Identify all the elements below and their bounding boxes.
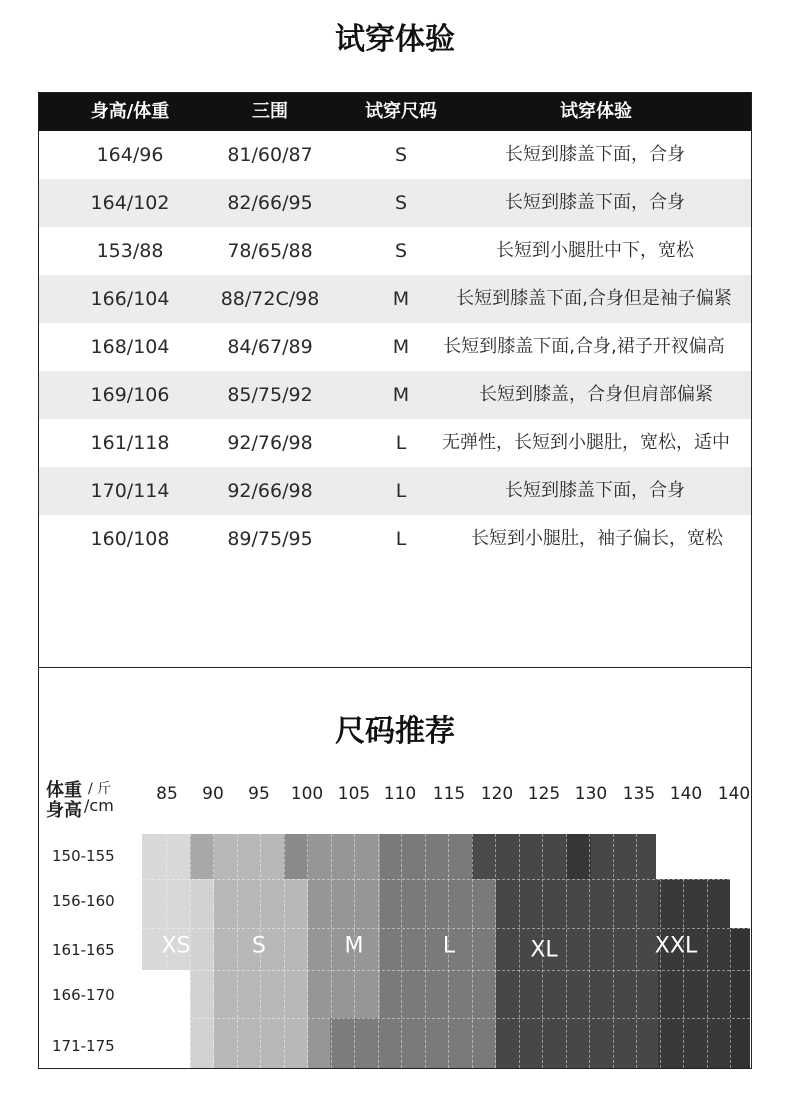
size-chart-title: 尺码推荐 [335,714,455,749]
grid-line-horizontal [142,1018,750,1019]
cell-measurements: 88/72C/98 [220,288,320,310]
height-range-label: 171-175 [52,1037,115,1055]
grid-line-vertical [378,834,379,1068]
weight-tick-label: 125 [527,784,561,804]
grid-line-vertical [566,834,567,1068]
grid-line-vertical [495,834,496,1068]
grid-line-vertical [636,834,637,1068]
grid-line-vertical [589,834,590,1068]
grid-line-vertical [707,834,708,1068]
weight-tick-label: 90 [202,784,224,804]
size-label-xl: XL [530,937,558,963]
grid-line-vertical [730,834,731,1068]
header-trial-experience: 试穿体验 [560,101,632,122]
cell-size: S [394,144,408,166]
height-axis-label: 身高 [46,800,82,821]
cell-height-weight: 169/106 [90,384,170,406]
cell-experience: 长短到小腿肚中下，宽松 [496,240,694,261]
size-label-m: M [344,933,364,959]
grid-line-horizontal [142,928,750,929]
cell-measurements: 78/65/88 [227,240,313,262]
cell-height-weight: 164/96 [96,144,164,166]
size-block-xl [472,834,496,879]
cell-size: S [394,192,408,214]
table-row [39,323,751,371]
cell-experience: 长短到膝盖，合身但肩部偏紧 [479,384,713,405]
cell-measurements: 85/75/92 [227,384,313,406]
header-height-weight: 身高/体重 [90,101,170,122]
cell-size: M [392,288,410,310]
table-row [39,227,751,275]
cell-measurements: 89/75/95 [227,528,313,550]
cell-height-weight: 170/114 [90,480,170,502]
grid-line-horizontal [142,970,750,971]
trial-table-header [39,93,751,131]
trial-title: 试穿体验 [335,22,455,57]
grid-line-vertical [284,834,285,1068]
grid-line-vertical [425,834,426,1068]
size-label-l: L [442,933,456,959]
grid-line-vertical [472,834,473,1068]
weight-unit-label: / 斤 [88,781,112,797]
size-block-s [190,834,214,879]
weight-tick-label: 140 [717,784,751,804]
size-block-xxl [658,879,730,1068]
grid-line-vertical [237,834,238,1068]
cell-experience: 无弹性，长短到小腿肚，宽松，适中 [442,432,730,453]
weight-tick-label: 140 [669,784,703,804]
cell-experience: 长短到膝盖下面,合身但是袖子偏紧 [456,288,732,309]
weight-tick-label: 85 [156,784,178,804]
size-block-xs [190,879,214,1068]
weight-axis-label: 体重 [46,780,82,801]
table-row [39,179,751,227]
size-block-m [308,1018,330,1068]
size-label-s: S [252,933,266,959]
weight-tick-label: 105 [337,784,371,804]
cell-measurements: 81/60/87 [227,144,313,166]
size-block-l [380,834,472,1068]
header-measurements: 三围 [252,101,288,122]
cell-height-weight: 161/118 [90,432,170,454]
cell-experience: 长短到小腿肚，袖子偏长，宽松 [471,528,723,549]
size-label-xs: XS [161,933,191,959]
cell-height-weight: 166/104 [90,288,170,310]
cell-measurements: 82/66/95 [227,192,313,214]
cell-size: L [395,432,407,454]
size-block-m [284,834,308,879]
grid-line-vertical [307,834,308,1068]
size-block-xl [567,834,591,879]
grid-line-vertical [401,834,402,1068]
height-range-label: 150-155 [52,847,115,865]
size-label-xxl: XXL [654,933,698,959]
cell-height-weight: 164/102 [90,192,170,214]
cell-size: L [395,528,407,550]
size-block-l [330,1018,380,1068]
cell-measurements: 84/67/89 [227,336,313,358]
grid-line-horizontal [142,879,750,880]
cell-size: S [394,240,408,262]
cell-measurements: 92/76/98 [227,432,313,454]
cell-height-weight: 160/108 [90,528,170,550]
size-block-m [308,834,380,1018]
size-block-l [472,879,496,1068]
table-row [39,467,751,515]
cell-experience: 长短到膝盖下面,合身,裙子开衩偏高 [443,336,725,357]
grid-line-vertical [613,834,614,1068]
cell-size: L [395,480,407,502]
grid-line-vertical [519,834,520,1068]
table-row [39,131,751,179]
cell-size: M [392,336,410,358]
size-block-s [284,879,308,1068]
cell-height-weight: 168/104 [90,336,170,358]
table-row [39,371,751,419]
table-row [39,275,751,323]
weight-tick-label: 110 [383,784,417,804]
height-range-label: 166-170 [52,986,115,1004]
cell-experience: 长短到膝盖下面，合身 [505,192,685,213]
weight-tick-label: 120 [480,784,514,804]
cell-size: M [392,384,410,406]
cell-experience: 长短到膝盖下面，合身 [505,480,685,501]
size-block-s [214,834,284,1068]
weight-tick-label: 130 [574,784,608,804]
weight-tick-label: 115 [432,784,466,804]
weight-tick-label: 100 [290,784,324,804]
header-trial-size: 试穿尺码 [365,101,437,122]
grid-line-vertical [331,834,332,1068]
height-range-label: 156-160 [52,892,115,910]
table-row [39,515,751,563]
height-range-label: 161-165 [52,941,115,959]
table-row [39,419,751,467]
weight-tick-label: 95 [248,784,270,804]
cell-experience: 长短到膝盖下面，合身 [505,144,685,165]
cell-height-weight: 153/88 [96,240,164,262]
size-block-xxl [730,928,750,1068]
weight-tick-label: 135 [622,784,656,804]
cell-measurements: 92/66/98 [227,480,313,502]
height-unit-label: /cm [84,796,114,815]
grid-line-vertical [213,834,214,1068]
